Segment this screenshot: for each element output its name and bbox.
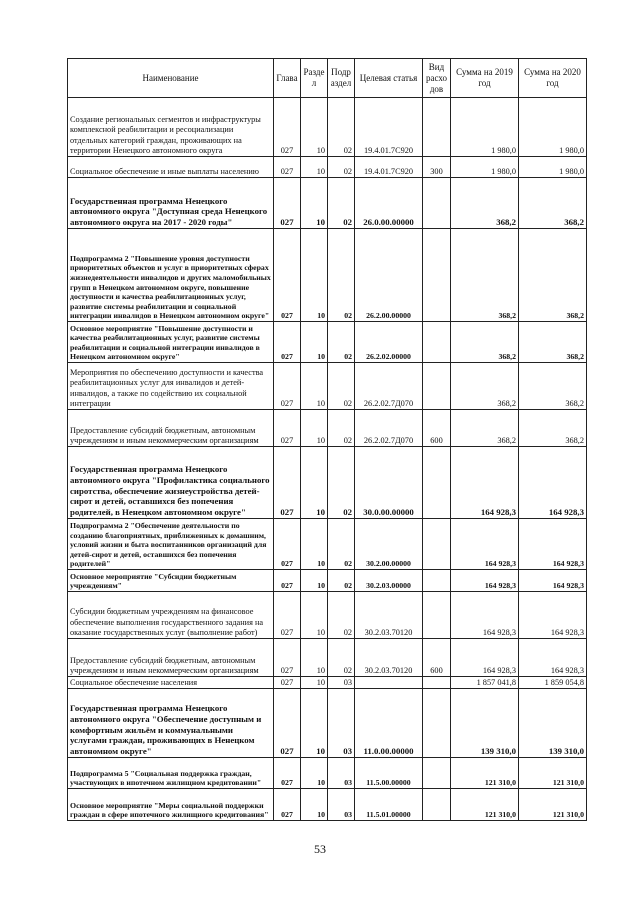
row-expense-type [423,570,451,592]
table-row [68,410,587,447]
row-subsection: 02 [328,570,355,592]
row-sum-2020: 164 928,3 [519,447,587,519]
row-chapter: 027 [274,677,301,689]
row-name: Государственная программа Ненецкого автономного округа "Доступная среда Ненецкого автономного округа на 2017 - 2020 годы" [68,178,274,229]
row-name: Государственная программа Ненецкого автономного округа "Профилактика социального сиротства, обеспечение жизнеустройства детей-сирот и детей, оставшихся без попечения родителей, в Ненецком автономном округе" [68,447,274,519]
row-expense-type: 300 [423,157,451,178]
table-row [68,98,587,157]
row-target-article: 11.0.00.00000 [355,689,423,758]
row-section: 10 [301,178,328,229]
row-sum-2019: 121 310,0 [451,789,519,821]
row-sum-2019: 139 310,0 [451,689,519,758]
row-chapter: 027 [274,157,301,178]
row-sum-2020: 139 310,0 [519,689,587,758]
header-expense-type: Вид расхо дов [423,59,451,98]
row-target-article [355,677,423,689]
row-sum-2019: 1 980,0 [451,157,519,178]
row-section: 10 [301,322,328,363]
row-subsection: 02 [328,98,355,157]
row-target-article: 26.2.02.00000 [355,322,423,363]
row-sum-2020: 1 859 054,8 [519,677,587,689]
table-row [68,758,587,789]
row-section: 10 [301,98,328,157]
row-target-article: 30.2.03.70120 [355,592,423,639]
row-subsection: 02 [328,447,355,519]
row-sum-2020: 368,2 [519,178,587,229]
row-section: 10 [301,689,328,758]
row-name: Субсидии бюджетным учреждениям на финансовое обеспечение выполнения государственного задания на оказание государственных услуг (выполнение работ) [68,592,274,639]
row-sum-2020: 1 980,0 [519,157,587,178]
row-sum-2019: 368,2 [451,363,519,410]
row-chapter: 027 [274,570,301,592]
row-name: Основное мероприятие "Меры социальной поддержки граждан в сфере ипотечного жилищного кредитования" [68,789,274,821]
row-section: 10 [301,758,328,789]
row-name: Предоставление субсидий бюджетным, автономным учреждениям и иным некоммерческим организациям [68,410,274,447]
row-section: 10 [301,447,328,519]
row-expense-type [423,229,451,322]
row-name: Социальное обеспечение населения [68,677,274,689]
row-sum-2020: 121 310,0 [519,789,587,821]
row-subsection: 02 [328,322,355,363]
header-sum-2019: Сумма на 2019 год [451,59,519,98]
row-subsection: 02 [328,229,355,322]
header-target-article: Целевая статья [355,59,423,98]
row-expense-type [423,689,451,758]
row-target-article: 26.2.02.7Д070 [355,410,423,447]
row-expense-type [423,677,451,689]
row-expense-type [423,447,451,519]
row-chapter: 027 [274,639,301,677]
row-sum-2020: 368,2 [519,410,587,447]
row-sum-2019: 164 928,3 [451,592,519,639]
row-chapter: 027 [274,519,301,570]
table-row [68,229,587,322]
row-section: 10 [301,592,328,639]
header-section: Разде л [301,59,328,98]
row-subsection: 02 [328,410,355,447]
row-subsection: 03 [328,758,355,789]
row-target-article: 26.2.00.00000 [355,229,423,322]
table-row [68,178,587,229]
row-sum-2020: 164 928,3 [519,519,587,570]
table-row [68,157,587,178]
row-chapter: 027 [274,363,301,410]
row-chapter: 027 [274,178,301,229]
header-subsection: Подр аздел [328,59,355,98]
header-sum-2020: Сумма на 2020 год [519,59,587,98]
row-sum-2019: 164 928,3 [451,639,519,677]
row-sum-2019: 368,2 [451,410,519,447]
row-sum-2019: 164 928,3 [451,519,519,570]
row-name: Государственная программа Ненецкого автономного округа "Обеспечение доступным и комфортным жильём и коммунальными услугами граждан, проживающих в Ненецком автономном округе" [68,689,274,758]
row-sum-2019: 164 928,3 [451,447,519,519]
row-chapter: 027 [274,98,301,157]
row-expense-type [423,178,451,229]
row-sum-2019: 368,2 [451,178,519,229]
row-chapter: 027 [274,789,301,821]
row-subsection: 03 [328,789,355,821]
table-row [68,519,587,570]
row-section: 10 [301,519,328,570]
row-chapter: 027 [274,229,301,322]
table-row [68,677,587,689]
row-chapter: 027 [274,758,301,789]
row-name: Основное мероприятие "Субсидии бюджетным учреждениям" [68,570,274,592]
row-name: Подпрограмма 2 "Повышение уровня доступности приоритетных объектов и услуг в приоритетных сферах жизнедеятельности инвалидов и других маломобильных групп в Ненецком автономном округе, повышение доступности и качества реабилитационных услуг, развитие системы реабилитации и социальной интеграции инвалидов в Ненецком автономном округе" [68,229,274,322]
row-sum-2020: 368,2 [519,322,587,363]
row-target-article: 19.4.01.7С920 [355,157,423,178]
page-number: 53 [314,842,326,856]
row-section: 10 [301,639,328,677]
row-name: Создание региональных сегментов и инфраструктуры комплексной реабилитации и ресоциализации отдельных категорий граждан, проживающих на территории Ненецкого автономного округа [68,98,274,157]
row-chapter: 027 [274,410,301,447]
row-sum-2019: 368,2 [451,322,519,363]
row-name: Подпрограмма 5 "Социальная поддержка граждан, участвующих в ипотечном жилищном кредитовании" [68,758,274,789]
row-target-article: 30.2.03.00000 [355,570,423,592]
row-name: Основное мероприятие "Повышение доступности и качества реабилитационных услуг, развитие системы реабилитации и социальной интеграции инвалидов в Ненецком автономном округе" [68,322,274,363]
header-name: Наименование [68,59,274,98]
row-name: Предоставление субсидий бюджетным, автономным учреждениям и иным некоммерческим организациям [68,639,274,677]
table-row [68,592,587,639]
row-subsection: 02 [328,157,355,178]
row-target-article: 30.2.03.70120 [355,639,423,677]
row-chapter: 027 [274,447,301,519]
row-expense-type: 600 [423,410,451,447]
row-expense-type [423,363,451,410]
table-row [68,447,587,519]
row-target-article: 11.5.01.00000 [355,789,423,821]
row-subsection: 02 [328,519,355,570]
row-expense-type [423,519,451,570]
row-subsection: 02 [328,592,355,639]
row-target-article: 19.4.01.7С920 [355,98,423,157]
table-row [68,363,587,410]
row-sum-2019: 1 980,0 [451,98,519,157]
row-section: 10 [301,789,328,821]
row-target-article: 26.2.02.7Д070 [355,363,423,410]
row-section: 10 [301,677,328,689]
row-subsection: 03 [328,689,355,758]
row-sum-2020: 164 928,3 [519,639,587,677]
row-name: Подпрограмма 2 "Обеспечение деятельности по созданию благоприятных, приближенных к домашним, условий жизни и быта воспитанников организаций для детей-сирот и детей, оставшихся без попечения родителей" [68,519,274,570]
row-section: 10 [301,229,328,322]
row-expense-type: 600 [423,639,451,677]
row-expense-type [423,592,451,639]
table-row [68,639,587,677]
row-section: 10 [301,410,328,447]
row-target-article: 26.0.00.00000 [355,178,423,229]
row-name: Мероприятия по обеспечению доступности и качества реабилитационных услуг для инвалидов и детей-инвалидов, а также по содействию их социальной интеграции [68,363,274,410]
row-expense-type [423,789,451,821]
row-subsection: 03 [328,677,355,689]
row-sum-2020: 121 310,0 [519,758,587,789]
table-header-row [68,59,587,98]
row-expense-type [423,322,451,363]
table-row [68,789,587,821]
row-sum-2020: 1 980,0 [519,98,587,157]
row-sum-2020: 164 928,3 [519,592,587,639]
row-chapter: 027 [274,322,301,363]
row-target-article: 11.5.00.00000 [355,758,423,789]
row-expense-type [423,758,451,789]
row-sum-2019: 368,2 [451,229,519,322]
budget-table [67,58,587,821]
row-subsection: 02 [328,178,355,229]
row-subsection: 02 [328,639,355,677]
row-expense-type [423,98,451,157]
row-section: 10 [301,363,328,410]
row-sum-2020: 368,2 [519,363,587,410]
table-row [68,689,587,758]
row-subsection: 02 [328,363,355,410]
row-name: Социальное обеспечение и иные выплаты населению [68,157,274,178]
row-sum-2019: 164 928,3 [451,570,519,592]
table-row [68,322,587,363]
row-chapter: 027 [274,592,301,639]
row-section: 10 [301,570,328,592]
header-chapter: Глава [274,59,301,98]
row-target-article: 30.0.00.00000 [355,447,423,519]
row-sum-2019: 121 310,0 [451,758,519,789]
row-chapter: 027 [274,689,301,758]
row-sum-2019: 1 857 041,8 [451,677,519,689]
row-sum-2020: 368,2 [519,229,587,322]
row-sum-2020: 164 928,3 [519,570,587,592]
row-target-article: 30.2.00.00000 [355,519,423,570]
row-section: 10 [301,157,328,178]
table-row [68,570,587,592]
